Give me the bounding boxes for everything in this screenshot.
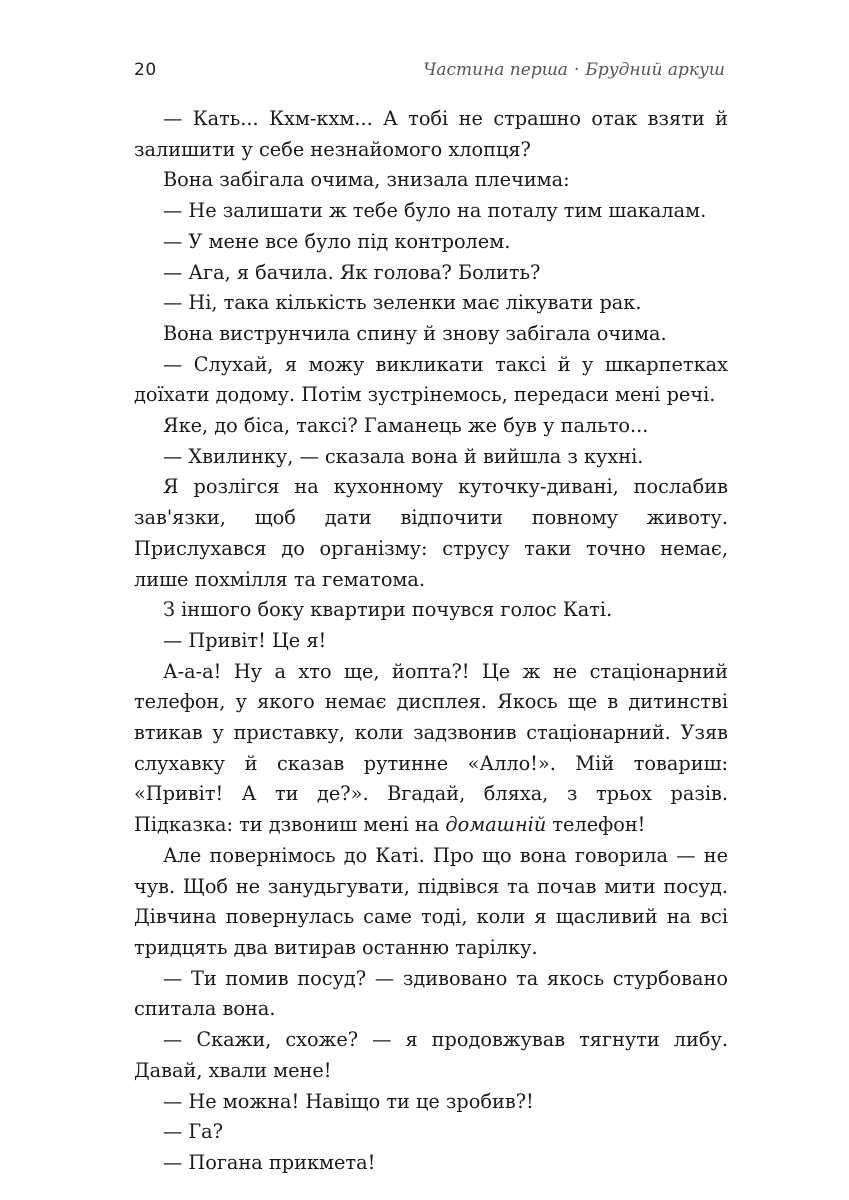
paragraph: — Хвилинку, — сказала вона й вийшла з кухні. — [163, 444, 644, 468]
page-header — [134, 60, 725, 88]
page-number: 20 — [134, 60, 157, 80]
paragraph: — Скажи, схоже? — я продовжував тягнути либу. Давай, хвали мене! — [134, 1028, 728, 1082]
paragraph: Яке, до біса, таксі? Гаманець же був у пальто... — [163, 414, 649, 438]
paragraph: — Погана прикмета! — [163, 1150, 376, 1174]
paragraph: — Не залишати ж тебе було на поталу тим шакалам. — [163, 199, 707, 223]
chapter-title: Брудний аркуш — [585, 60, 725, 80]
body-text — [134, 104, 728, 1179]
paragraph: — Ти помив посуд? — здивовано та якось стурбовано спитала вона. — [134, 966, 728, 1021]
paragraph — [134, 657, 728, 841]
paragraph: — Кать... Кхм-кхм... А тобі не страшно отак взяти й залишити у себе незнайомого хлопця? — [134, 107, 728, 161]
part-title: Частина перша — [423, 60, 568, 80]
paragraph: — Га? — [163, 1120, 224, 1144]
paragraph: З іншого боку квартири почувся голос Каті. — [163, 598, 613, 622]
paragraph-text: А-а-а! Ну а хто ще, йопта?! Це ж не стаціонарний телефон, у якого немає дисплея. Якось ще в дитинстві втикав у приставку, коли задзвонив стаціонарний. Узяв слухавку й сказав рутинне «Алло!». Мій товариш: «Привіт! А ти де?». Вгадай, бляха, з трьох разів. Підказка: ти дзвониш мені на — [134, 659, 728, 837]
running-head — [423, 60, 725, 80]
paragraph: — Слухай, я можу викликати таксі й у шкарпетках доїхати додому. Потім зустрінемось, передаси мені речі. — [134, 352, 728, 407]
paragraph: — Привіт! Це я! — [163, 628, 327, 652]
paragraph: Я розлігся на кухонному куточку-дивані, послабив зав'язки, щоб дати відпочити повному животу. Прислухався до організму: струсу таки точно немає, лише похмілля та гематома. — [134, 475, 728, 591]
paragraph: Вона виструнчила спину й знову забігала очима. — [163, 321, 667, 345]
header-separator: · — [573, 60, 580, 80]
paragraph-text: телефон! — [546, 813, 646, 837]
emphasized-word: домашній — [445, 813, 547, 837]
paragraph: — У мене все було під контролем. — [163, 229, 511, 253]
paragraph: — Ага, я бачила. Як голова? Болить? — [163, 260, 541, 284]
paragraph: Вона забігала очима, знизала плечима: — [163, 168, 570, 192]
paragraph: — Не можна! Навіщо ти це зробив?! — [163, 1089, 534, 1113]
paragraph: Але повернімось до Каті. Про що вона говорила — не чув. Щоб не занудьгувати, підвівся та почав мити посуд. Дівчина повернулась саме тоді, коли я щасливий на всі тридцять два витирав останню тарілку. — [134, 843, 728, 959]
paragraph: — Ні, така кількість зеленки має лікувати рак. — [163, 291, 642, 315]
